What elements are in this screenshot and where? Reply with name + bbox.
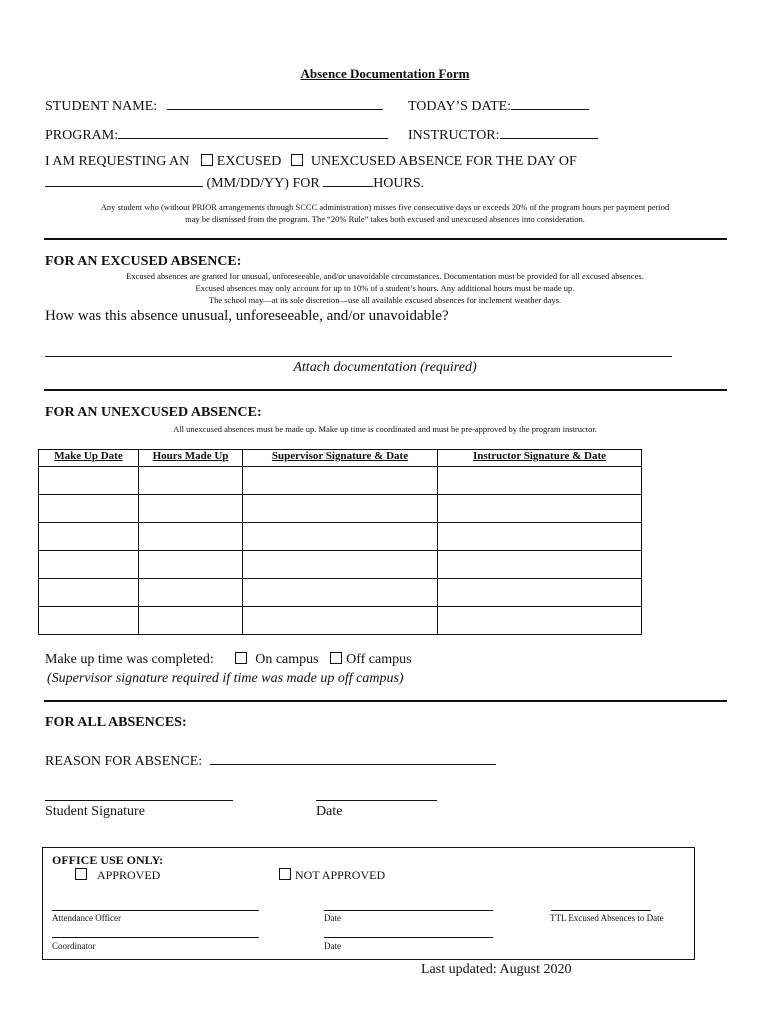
hours-text: HOURS. xyxy=(373,176,425,191)
excused-option-label: EXCUSED xyxy=(216,154,282,169)
table-header-row xyxy=(39,450,642,467)
table-row xyxy=(39,467,642,495)
all-absences-heading: FOR ALL ABSENCES: xyxy=(45,715,187,730)
off-campus-checkbox[interactable] xyxy=(330,652,342,664)
reason-label: REASON FOR ABSENCE: xyxy=(45,754,203,769)
unexcused-option-label: UNEXCUSED ABSENCE FOR THE DAY OF xyxy=(310,154,577,169)
student-signature-label: Student Signature xyxy=(45,804,145,819)
on-campus-checkbox[interactable] xyxy=(235,652,247,664)
absence-date-field[interactable] xyxy=(45,173,203,187)
excused-note-1: Excused absences are granted for unusual, unforeseeable, and/or unavoidable circumstances. Documentation must be provided for all excused absences. xyxy=(126,271,644,281)
request-prefix: I AM REQUESTING AN xyxy=(45,154,190,169)
todays-date-label: TODAY’S DATE: xyxy=(408,99,512,114)
table-cell[interactable] xyxy=(438,551,642,579)
office-use-heading: OFFICE USE ONLY: xyxy=(52,853,164,867)
program-label: PROGRAM: xyxy=(45,128,119,143)
off-campus-label: Off campus xyxy=(346,652,412,667)
office-use-box xyxy=(42,847,695,960)
table-cell[interactable] xyxy=(39,607,139,635)
table-cell[interactable] xyxy=(438,495,642,523)
column-header: Hours Made Up xyxy=(139,450,243,467)
request-row xyxy=(45,154,577,170)
table-cell[interactable] xyxy=(243,607,438,635)
reason-field[interactable] xyxy=(210,751,496,765)
coordinator-date-line[interactable] xyxy=(324,937,493,938)
table-cell[interactable] xyxy=(438,579,642,607)
table-cell[interactable] xyxy=(243,467,438,495)
on-campus-label: On campus xyxy=(255,652,319,667)
table-cell[interactable] xyxy=(438,523,642,551)
table-cell[interactable] xyxy=(39,467,139,495)
table-cell[interactable] xyxy=(39,579,139,607)
table-cell[interactable] xyxy=(139,523,243,551)
divider xyxy=(44,389,727,391)
student-date-line[interactable] xyxy=(316,800,437,801)
table-cell[interactable] xyxy=(39,551,139,579)
table-cell[interactable] xyxy=(139,551,243,579)
table-cell[interactable] xyxy=(139,579,243,607)
column-header: Make Up Date xyxy=(39,450,139,467)
supervisor-note: (Supervisor signature required if time was made up off campus) xyxy=(47,671,404,686)
student-date-label: Date xyxy=(316,804,343,819)
make-up-table xyxy=(38,449,642,635)
table-cell[interactable] xyxy=(139,495,243,523)
excused-note-3: The school may—at its sole discretion—use all available excused absences for inclement weather days. xyxy=(208,295,562,305)
table-cell[interactable] xyxy=(243,523,438,551)
completed-row xyxy=(45,652,412,668)
policy-line-1: Any student who (without PRIOR arrangements through SCCC administration) misses five consecutive days or exceeds 20% of the program hours per payment period xyxy=(100,202,670,212)
divider xyxy=(44,238,727,240)
student-signature-line[interactable] xyxy=(45,800,233,801)
excused-answer-field[interactable] xyxy=(45,356,672,357)
reason-row xyxy=(45,751,496,770)
not-approved-checkbox[interactable] xyxy=(279,868,291,880)
table-cell[interactable] xyxy=(243,495,438,523)
coordinator-date-label: Date xyxy=(324,941,341,951)
ttl-excused-line[interactable] xyxy=(551,910,651,911)
column-header: Instructor Signature & Date xyxy=(438,450,642,467)
table-cell[interactable] xyxy=(139,607,243,635)
instructor-row xyxy=(408,125,598,144)
program-row xyxy=(45,125,388,144)
unexcused-note: All unexcused absences must be made up. Make up time is coordinated and must be pre-approved by the program instructor. xyxy=(173,424,597,434)
excused-checkbox[interactable] xyxy=(201,154,213,166)
excused-question: How was this absence unusual, unforeseeable, and/or unavoidable? xyxy=(45,308,449,324)
date-hours-row xyxy=(45,173,424,192)
attendance-date-label: Date xyxy=(324,913,341,923)
student-name-label: STUDENT NAME: xyxy=(45,99,158,114)
approved-checkbox[interactable] xyxy=(75,868,87,880)
table-row xyxy=(39,607,642,635)
table-cell[interactable] xyxy=(243,579,438,607)
not-approved-label: NOT APPROVED xyxy=(295,868,386,882)
table-cell[interactable] xyxy=(39,523,139,551)
attach-documentation-label: Attach documentation (required) xyxy=(293,360,477,375)
policy-line-2: may be dismissed from the program. The “20% Rule” takes both excused and unexcused absences into consideration. xyxy=(185,214,585,224)
table-row xyxy=(39,579,642,607)
column-header: Supervisor Signature & Date xyxy=(243,450,438,467)
form-title: Absence Documentation Form xyxy=(300,66,470,81)
program-field[interactable] xyxy=(118,125,388,139)
excused-heading: FOR AN EXCUSED ABSENCE: xyxy=(45,254,242,269)
unexcused-checkbox[interactable] xyxy=(291,154,303,166)
instructor-field[interactable] xyxy=(500,125,598,139)
instructor-label: INSTRUCTOR: xyxy=(408,128,500,143)
todays-date-field[interactable] xyxy=(511,96,589,110)
table-row xyxy=(39,551,642,579)
not-approved-row xyxy=(279,868,385,883)
coordinator-line[interactable] xyxy=(52,937,259,938)
completed-label: Make up time was completed: xyxy=(45,652,214,667)
last-updated: Last updated: August 2020 xyxy=(421,962,572,977)
attendance-officer-label: Attendance Officer xyxy=(52,913,122,923)
approved-label: APPROVED xyxy=(97,868,161,882)
attendance-date-line[interactable] xyxy=(324,910,493,911)
table-cell[interactable] xyxy=(243,551,438,579)
hours-field[interactable] xyxy=(323,173,373,187)
date-format-text: (MM/DD/YY) FOR xyxy=(206,176,320,191)
coordinator-label: Coordinator xyxy=(52,941,96,951)
table-cell[interactable] xyxy=(139,467,243,495)
unexcused-heading: FOR AN UNEXCUSED ABSENCE: xyxy=(45,405,262,420)
student-name-row xyxy=(45,96,383,115)
table-row xyxy=(39,523,642,551)
todays-date-row xyxy=(408,96,589,115)
table-row xyxy=(39,495,642,523)
ttl-excused-label: TTL Excused Absences to Date xyxy=(550,913,664,923)
student-name-field[interactable] xyxy=(167,96,383,110)
table-cell[interactable] xyxy=(438,467,642,495)
attendance-officer-line[interactable] xyxy=(52,910,259,911)
approved-row xyxy=(75,868,160,883)
excused-note-2: Excused absences may only account for up to 10% of a student’s hours. Any additional hours must be made up. xyxy=(195,283,575,293)
table-cell[interactable] xyxy=(438,607,642,635)
table-cell[interactable] xyxy=(39,495,139,523)
divider xyxy=(44,700,727,702)
